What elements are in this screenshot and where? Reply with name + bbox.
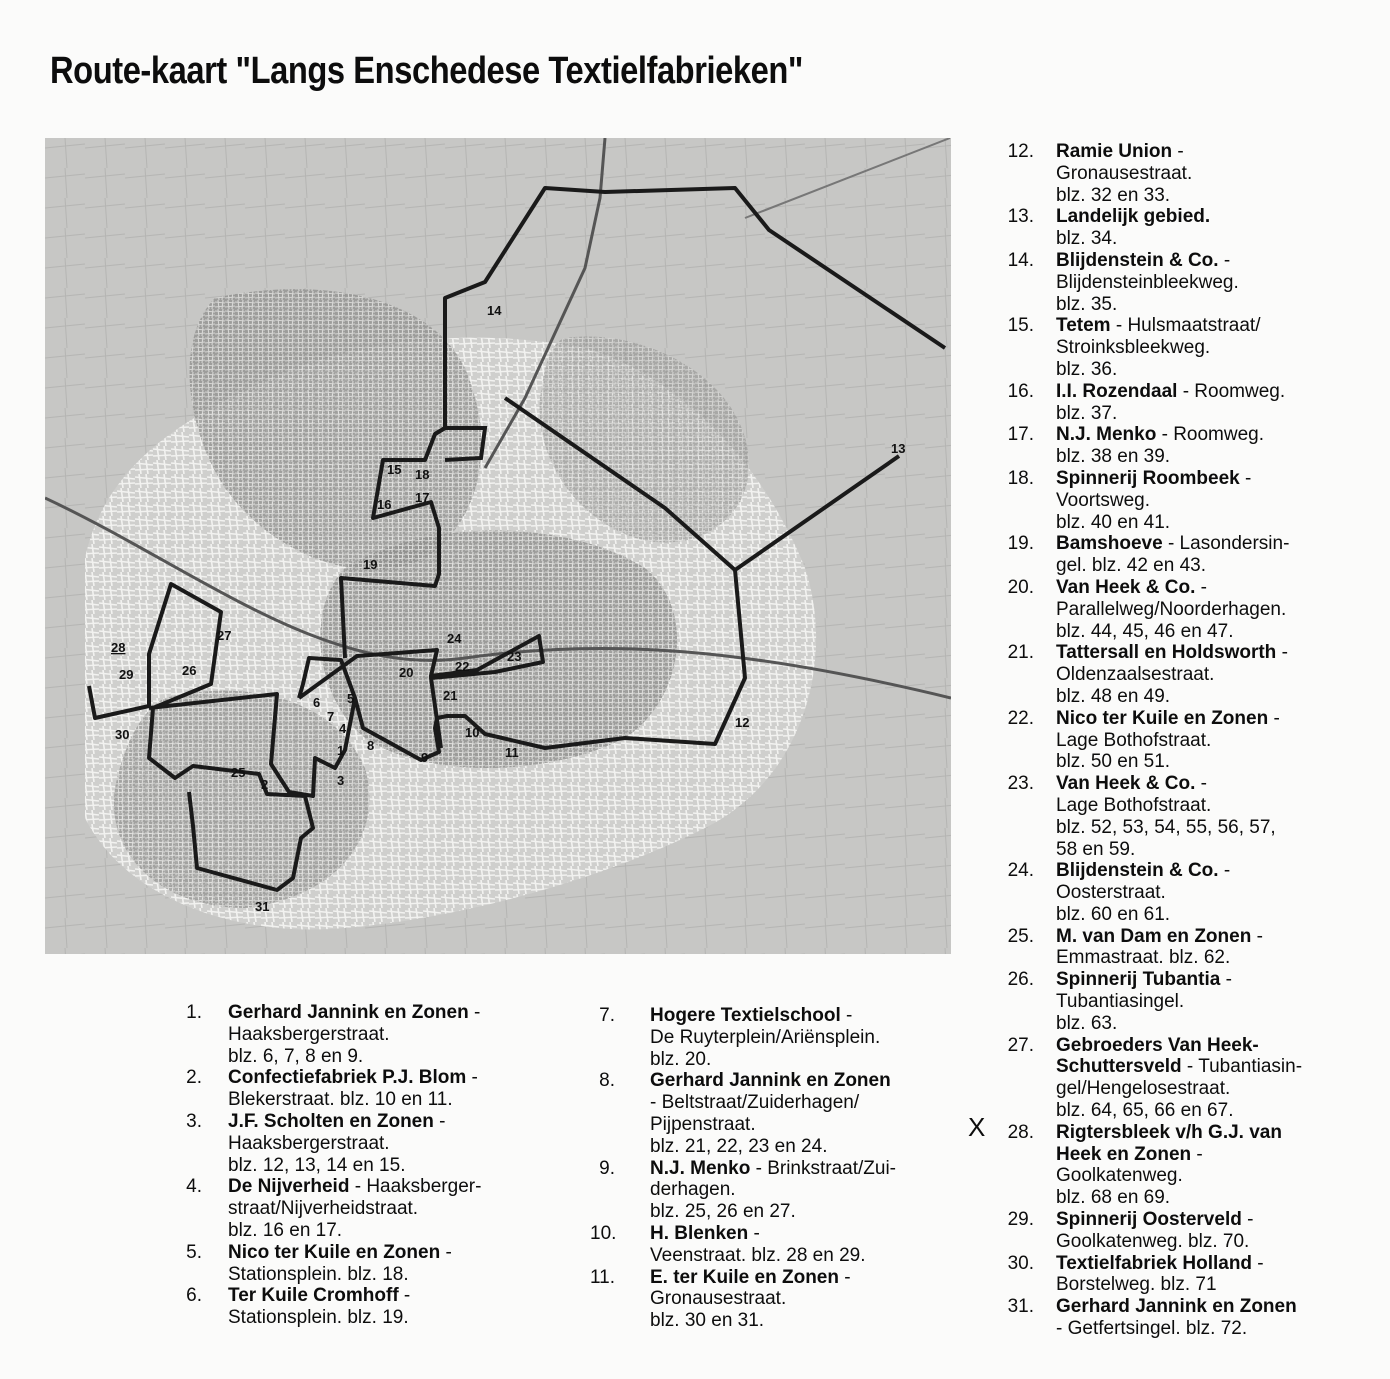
entry-title-line — [1056, 1035, 1385, 1057]
entry-number: 31. — [1007, 1296, 1034, 1318]
entry-number: 5. — [186, 1241, 202, 1263]
legend-entry — [590, 1158, 950, 1223]
site-label-6: 6 — [313, 695, 321, 710]
entry-address: - — [748, 1222, 760, 1244]
entry-title-line — [228, 1242, 538, 1264]
site-label-28: 28 — [111, 640, 126, 655]
entry-detail-line: blz. 12, 13, 14 en 15. — [228, 1154, 406, 1176]
site-label-4: 4 — [339, 721, 347, 736]
legend-entry — [1000, 533, 1385, 577]
site-label-2: 2 — [261, 777, 269, 792]
entry-detail-line: blz. 21, 22, 23 en 24. — [650, 1135, 828, 1157]
route-map — [45, 138, 951, 954]
site-label-10: 10 — [465, 725, 480, 740]
entry-title-line — [1056, 773, 1385, 795]
entry-detail-line: Stationsplein. blz. 19. — [228, 1307, 409, 1329]
site-label-24: 24 — [447, 631, 462, 646]
legend-entry — [178, 1176, 538, 1241]
entry-title-line — [650, 1223, 950, 1245]
entry-name: N.J. Menko — [650, 1157, 751, 1179]
entry-detail-line: blz. 44, 45, 46 en 47. — [1056, 620, 1234, 642]
entry-number: 3. — [186, 1110, 202, 1132]
entry-detail-line — [1056, 1056, 1385, 1078]
entry-detail-line: De Ruyterplein/Ariënsplein. — [650, 1026, 881, 1048]
legend-entry — [1000, 381, 1385, 425]
entry-title-line — [1056, 708, 1385, 730]
entry-name-continued: Schuttersveld — [1056, 1056, 1182, 1078]
entry-number: 21. — [1007, 642, 1034, 664]
entry-name-continued: Heek en Zonen — [1056, 1143, 1192, 1165]
entry-number: 10. — [590, 1222, 617, 1244]
entry-address: - — [1239, 467, 1252, 489]
entry-number: 16. — [1007, 380, 1034, 402]
entry-number: 15. — [1007, 315, 1034, 337]
entry-detail-line: blz. 38 en 39. — [1056, 446, 1171, 468]
entry-address: - Hulsmaatstraat/ — [1110, 315, 1261, 337]
entry-name: Ter Kuile Cromhoff — [228, 1285, 399, 1307]
legend-entry — [1000, 577, 1385, 642]
entry-address: - Brinkstraat/Zui- — [750, 1157, 897, 1179]
entry-title-line — [1056, 1122, 1385, 1144]
entry-title-line — [1056, 468, 1385, 490]
entry-name: Van Heek & Co. — [1056, 576, 1196, 598]
entry-title-line — [1056, 1209, 1385, 1231]
entry-number: 4. — [186, 1176, 202, 1198]
entry-title-line — [1056, 642, 1385, 664]
entry-number: 12. — [1007, 141, 1034, 162]
entry-title-line — [1056, 1253, 1385, 1275]
legend-entry — [178, 1002, 538, 1067]
entry-name: Nico ter Kuile en Zonen — [228, 1241, 441, 1263]
entry-number: 1. — [186, 1002, 202, 1023]
entry-title-line — [1056, 315, 1385, 337]
legend-entry — [1000, 468, 1385, 533]
entry-title-line — [1056, 424, 1385, 446]
entry-detail-line: Borstelweg. blz. 71 — [1056, 1274, 1217, 1296]
entry-title-line — [1056, 1296, 1385, 1318]
entry-title-line — [1056, 141, 1385, 163]
legend-entry — [1000, 1122, 1385, 1209]
entry-address: - — [1268, 707, 1280, 729]
entry-detail-line: - Getfertsingel. blz. 72. — [1056, 1318, 1248, 1340]
entry-title-line — [1056, 381, 1385, 403]
entry-name: Spinnerij Roombeek — [1056, 467, 1240, 489]
entry-title-line — [650, 1070, 950, 1092]
site-label-17: 17 — [415, 490, 430, 505]
legend-entry — [1000, 642, 1385, 707]
site-label-25: 25 — [231, 765, 246, 780]
entry-address: - — [840, 1005, 853, 1026]
entry-address: - Tubantiasin- — [1181, 1056, 1303, 1078]
entry-name: Tetem — [1056, 315, 1111, 337]
entry-name: Blijdenstein & Co. — [1056, 249, 1219, 271]
entry-detail-line: blz. 20. — [650, 1048, 712, 1070]
site-label-1: 1 — [337, 743, 345, 758]
legend-entry — [1000, 969, 1385, 1034]
entry-number: 17. — [1007, 424, 1034, 446]
entry-name: Textielfabriek Holland — [1056, 1252, 1253, 1274]
entry-title-line — [650, 1267, 950, 1289]
site-label-18: 18 — [415, 467, 430, 482]
entry-name: Rigtersbleek v/h G.J. van — [1056, 1121, 1282, 1143]
entry-detail-line: blz. 68 en 69. — [1056, 1187, 1171, 1209]
entry-address: - — [1195, 773, 1207, 795]
entry-name: Hogere Textielschool — [650, 1005, 841, 1026]
entry-number: 28. — [1007, 1121, 1034, 1143]
legend-entry — [178, 1285, 538, 1329]
entry-name: Confectiefabriek P.J. Blom — [228, 1067, 467, 1089]
entry-detail-line: blz. 32 en 33. — [1056, 184, 1171, 206]
legend-entry — [178, 1111, 538, 1176]
entry-title-line — [1056, 926, 1385, 948]
legend-entry — [178, 1067, 538, 1111]
entry-name: Gerhard Jannink en Zonen — [650, 1070, 891, 1092]
entry-name: Tattersall en Holdsworth — [1056, 642, 1277, 664]
entry-address: - — [1218, 860, 1231, 882]
entry-name: Blijdenstein & Co. — [1056, 860, 1219, 882]
legend-entry — [178, 1242, 538, 1286]
site-label-26: 26 — [182, 663, 197, 678]
entry-address: - — [398, 1285, 411, 1307]
legend-entry — [1000, 424, 1385, 468]
entry-name: E. ter Kuile en Zonen — [650, 1266, 839, 1288]
entry-detail-line: Pijpenstraat. — [650, 1113, 756, 1135]
entry-title-line — [1056, 577, 1385, 599]
entry-detail-line: Haaksbergerstraat. — [228, 1023, 390, 1045]
entry-detail-line — [1056, 1144, 1385, 1166]
entry-detail-line: Blekerstraat. blz. 10 en 11. — [228, 1089, 453, 1111]
entry-address: - — [1172, 141, 1184, 162]
entry-number: 18. — [1007, 467, 1034, 489]
entry-detail-line: Veenstraat. blz. 28 en 29. — [650, 1244, 866, 1266]
legend-right — [1000, 141, 1385, 1340]
entry-title-line — [1056, 206, 1385, 228]
entry-name: Gebroeders Van Heek- — [1056, 1034, 1259, 1056]
entry-detail-line: - Beltstraat/Zuiderhagen/ — [650, 1092, 860, 1114]
entry-title-line — [228, 1067, 538, 1089]
entry-detail-line: blz. 35. — [1056, 293, 1118, 315]
entry-number: 8. — [599, 1070, 615, 1092]
site-label-11: 11 — [505, 745, 519, 760]
entry-title-line — [650, 1158, 950, 1180]
entry-title-line — [1056, 860, 1385, 882]
legend-entry — [1000, 250, 1385, 315]
legend-entry — [590, 1223, 950, 1267]
entry-detail-line: blz. 63. — [1056, 1012, 1118, 1034]
entry-number: 27. — [1007, 1034, 1034, 1056]
entry-address: - — [466, 1067, 478, 1089]
entry-detail-line: blz. 52, 53, 54, 55, 56, 57, — [1056, 816, 1276, 838]
entry-address: - — [440, 1241, 452, 1263]
entry-detail-line: blz. 48 en 49. — [1056, 685, 1171, 707]
entry-title-line — [1056, 969, 1385, 991]
page-title: Route-kaart "Langs Enschedese Textielfabrieken" — [50, 50, 803, 92]
site-label-29: 29 — [119, 667, 134, 682]
entry-name: Landelijk gebied. — [1056, 206, 1211, 228]
entry-detail-line: straat/Nijverheidstraat. — [228, 1198, 419, 1220]
legend-entry — [1000, 773, 1385, 860]
entry-address: - Roomweg. — [1156, 424, 1265, 446]
entry-detail-line: Goolkatenweg. blz. 70. — [1056, 1230, 1250, 1252]
entry-detail-line: Tubantiasingel. — [1056, 991, 1185, 1013]
entry-detail-line: Parallelweg/Noorderhagen. — [1056, 598, 1287, 620]
entry-number: 9. — [599, 1157, 615, 1179]
site-label-23: 23 — [507, 649, 522, 664]
entry-detail-line: Voortsweg. — [1056, 489, 1150, 511]
entry-number: 30. — [1007, 1252, 1034, 1274]
site-label-20: 20 — [399, 665, 414, 680]
entry-name: M. van Dam en Zonen — [1056, 925, 1252, 947]
site-label-31: 31 — [255, 899, 270, 914]
site-label-12: 12 — [735, 715, 750, 730]
entry-number: 23. — [1007, 773, 1034, 795]
entry-detail-line: gel/Hengelosestraat. — [1056, 1078, 1231, 1100]
entry-name: I.I. Rozendaal — [1056, 380, 1178, 402]
entry-title-line — [228, 1285, 538, 1307]
entry-detail-line: derhagen. — [650, 1179, 736, 1201]
entry-name: Spinnerij Oosterveld — [1056, 1209, 1242, 1231]
site-label-30: 30 — [115, 727, 130, 742]
entry-name: De Nijverheid — [228, 1176, 350, 1198]
site-label-14: 14 — [487, 303, 502, 318]
legend-entry — [1000, 926, 1385, 970]
entry-detail-line: Gronausestraat. — [1056, 162, 1193, 184]
entry-name: Gerhard Jannink en Zonen — [1056, 1296, 1297, 1318]
legend-entry — [1000, 1296, 1385, 1340]
entry-address: - — [1252, 1252, 1264, 1274]
entry-address: - — [433, 1110, 446, 1132]
entry-address: - — [468, 1002, 481, 1023]
entry-number: 20. — [1007, 576, 1034, 598]
entry-detail-line: blz. 36. — [1056, 358, 1118, 380]
route-map-svg — [45, 138, 951, 954]
entry-number: 2. — [186, 1067, 202, 1089]
legend-entry — [1000, 1253, 1385, 1297]
entry-title-line — [1056, 250, 1385, 272]
entry-address: - — [1251, 925, 1263, 947]
entry-number: 22. — [1007, 707, 1034, 729]
entry-detail-line: blz. 37. — [1056, 402, 1118, 424]
entry-number: 6. — [186, 1285, 202, 1307]
site-label-15: 15 — [387, 462, 402, 477]
entry-title-line — [228, 1111, 538, 1133]
legend-left — [178, 1002, 538, 1329]
entry-detail-line: gel. blz. 42 en 43. — [1056, 555, 1206, 577]
site-label-9: 9 — [421, 750, 429, 765]
entry-address: - Roomweg. — [1177, 380, 1286, 402]
legend-entry — [1000, 206, 1385, 250]
entry-detail-line: Haaksbergerstraat. — [228, 1132, 390, 1154]
entry-detail-line: Oldenzaalsestraat. — [1056, 664, 1215, 686]
entry-address: - — [1218, 249, 1231, 271]
entry-detail-line: Blijdensteinbleekweg. — [1056, 271, 1239, 293]
site-label-27: 27 — [217, 628, 232, 643]
entry-name: Ramie Union — [1056, 141, 1173, 162]
entry-detail-line: blz. 6, 7, 8 en 9. — [228, 1045, 364, 1067]
entry-number: 26. — [1007, 969, 1034, 991]
entry-detail-line: Lage Bothofstraat. — [1056, 729, 1212, 751]
entry-number: 14. — [1007, 249, 1034, 271]
entry-detail-line: Stroinksbleekweg. — [1056, 337, 1211, 359]
site-label-16: 16 — [377, 497, 392, 512]
legend-entry — [1000, 315, 1385, 380]
entry-detail-line: blz. 60 en 61. — [1056, 903, 1171, 925]
legend-entry — [1000, 1209, 1385, 1253]
entry-number: 29. — [1007, 1209, 1034, 1231]
site-label-19: 19 — [363, 557, 378, 572]
entry-name: Gerhard Jannink en Zonen — [228, 1002, 469, 1023]
entry-number: 13. — [1007, 206, 1034, 228]
legend-entry — [1000, 860, 1385, 925]
legend-entry — [590, 1070, 950, 1157]
entry-address: - — [1195, 576, 1207, 598]
entry-number: 19. — [1007, 533, 1034, 555]
entry-name: H. Blenken — [650, 1222, 749, 1244]
legend-entry — [590, 1267, 950, 1332]
entry-address: - Haaksberger- — [349, 1176, 482, 1198]
entry-address: - — [1220, 969, 1232, 991]
legend-entry — [1000, 141, 1385, 206]
site-label-21: 21 — [443, 688, 458, 703]
legend-entry — [590, 1005, 950, 1070]
entry-number: 7. — [599, 1005, 615, 1026]
entry-name: Spinnerij Tubantia — [1056, 969, 1221, 991]
entry-number: 25. — [1007, 925, 1034, 947]
legend-entry — [1000, 708, 1385, 773]
entry-title-line — [228, 1002, 538, 1024]
site-label-3: 3 — [337, 773, 345, 788]
entry-name: J.F. Scholten en Zonen — [228, 1110, 434, 1132]
entry-name: Van Heek & Co. — [1056, 773, 1196, 795]
entry-detail-line: Emmastraat. blz. 62. — [1056, 947, 1231, 969]
site-label-5: 5 — [347, 691, 355, 706]
entry-detail-line: Oosterstraat. — [1056, 882, 1166, 904]
entry-number: 11. — [590, 1266, 616, 1288]
entry-detail-line: blz. 40 en 41. — [1056, 511, 1171, 533]
entry-title-line — [1056, 533, 1385, 555]
entry-detail-line: blz. 25, 26 en 27. — [650, 1201, 796, 1223]
entry-detail-line: blz. 34. — [1056, 228, 1118, 250]
entry-address: - — [1191, 1143, 1203, 1165]
site-label-13: 13 — [891, 441, 906, 456]
entry-name: Bamshoeve — [1056, 533, 1163, 555]
site-label-22: 22 — [455, 659, 470, 674]
entry-name: N.J. Menko — [1056, 424, 1157, 446]
entry-title-line — [650, 1005, 950, 1027]
entry-title-line — [228, 1176, 538, 1198]
site-label-8: 8 — [367, 738, 375, 753]
entry-detail-line: blz. 50 en 51. — [1056, 751, 1171, 773]
entry-detail-line: blz. 64, 65, 66 en 67. — [1056, 1100, 1234, 1122]
entry-detail-line: Goolkatenweg. — [1056, 1165, 1183, 1187]
entry-detail-line: blz. 16 en 17. — [228, 1219, 343, 1241]
site-label-7: 7 — [327, 709, 335, 724]
entry-address: - — [1276, 642, 1288, 664]
handwritten-mark: X — [968, 1112, 986, 1142]
entry-detail-line: 58 en 59. — [1056, 838, 1136, 860]
entry-name: Nico ter Kuile en Zonen — [1056, 707, 1269, 729]
legend-middle — [590, 1005, 950, 1332]
legend-entry — [1000, 1035, 1385, 1122]
entry-address: - — [838, 1266, 851, 1288]
entry-address: - Lasondersin- — [1162, 533, 1290, 555]
entry-detail-line: Gronausestraat. — [650, 1288, 787, 1310]
entry-address: - — [1241, 1209, 1254, 1231]
entry-number: 24. — [1007, 860, 1034, 882]
entry-detail-line: Lage Bothofstraat. — [1056, 794, 1212, 816]
entry-detail-line: Stationsplein. blz. 18. — [228, 1263, 409, 1285]
entry-detail-line: blz. 30 en 31. — [650, 1310, 765, 1332]
